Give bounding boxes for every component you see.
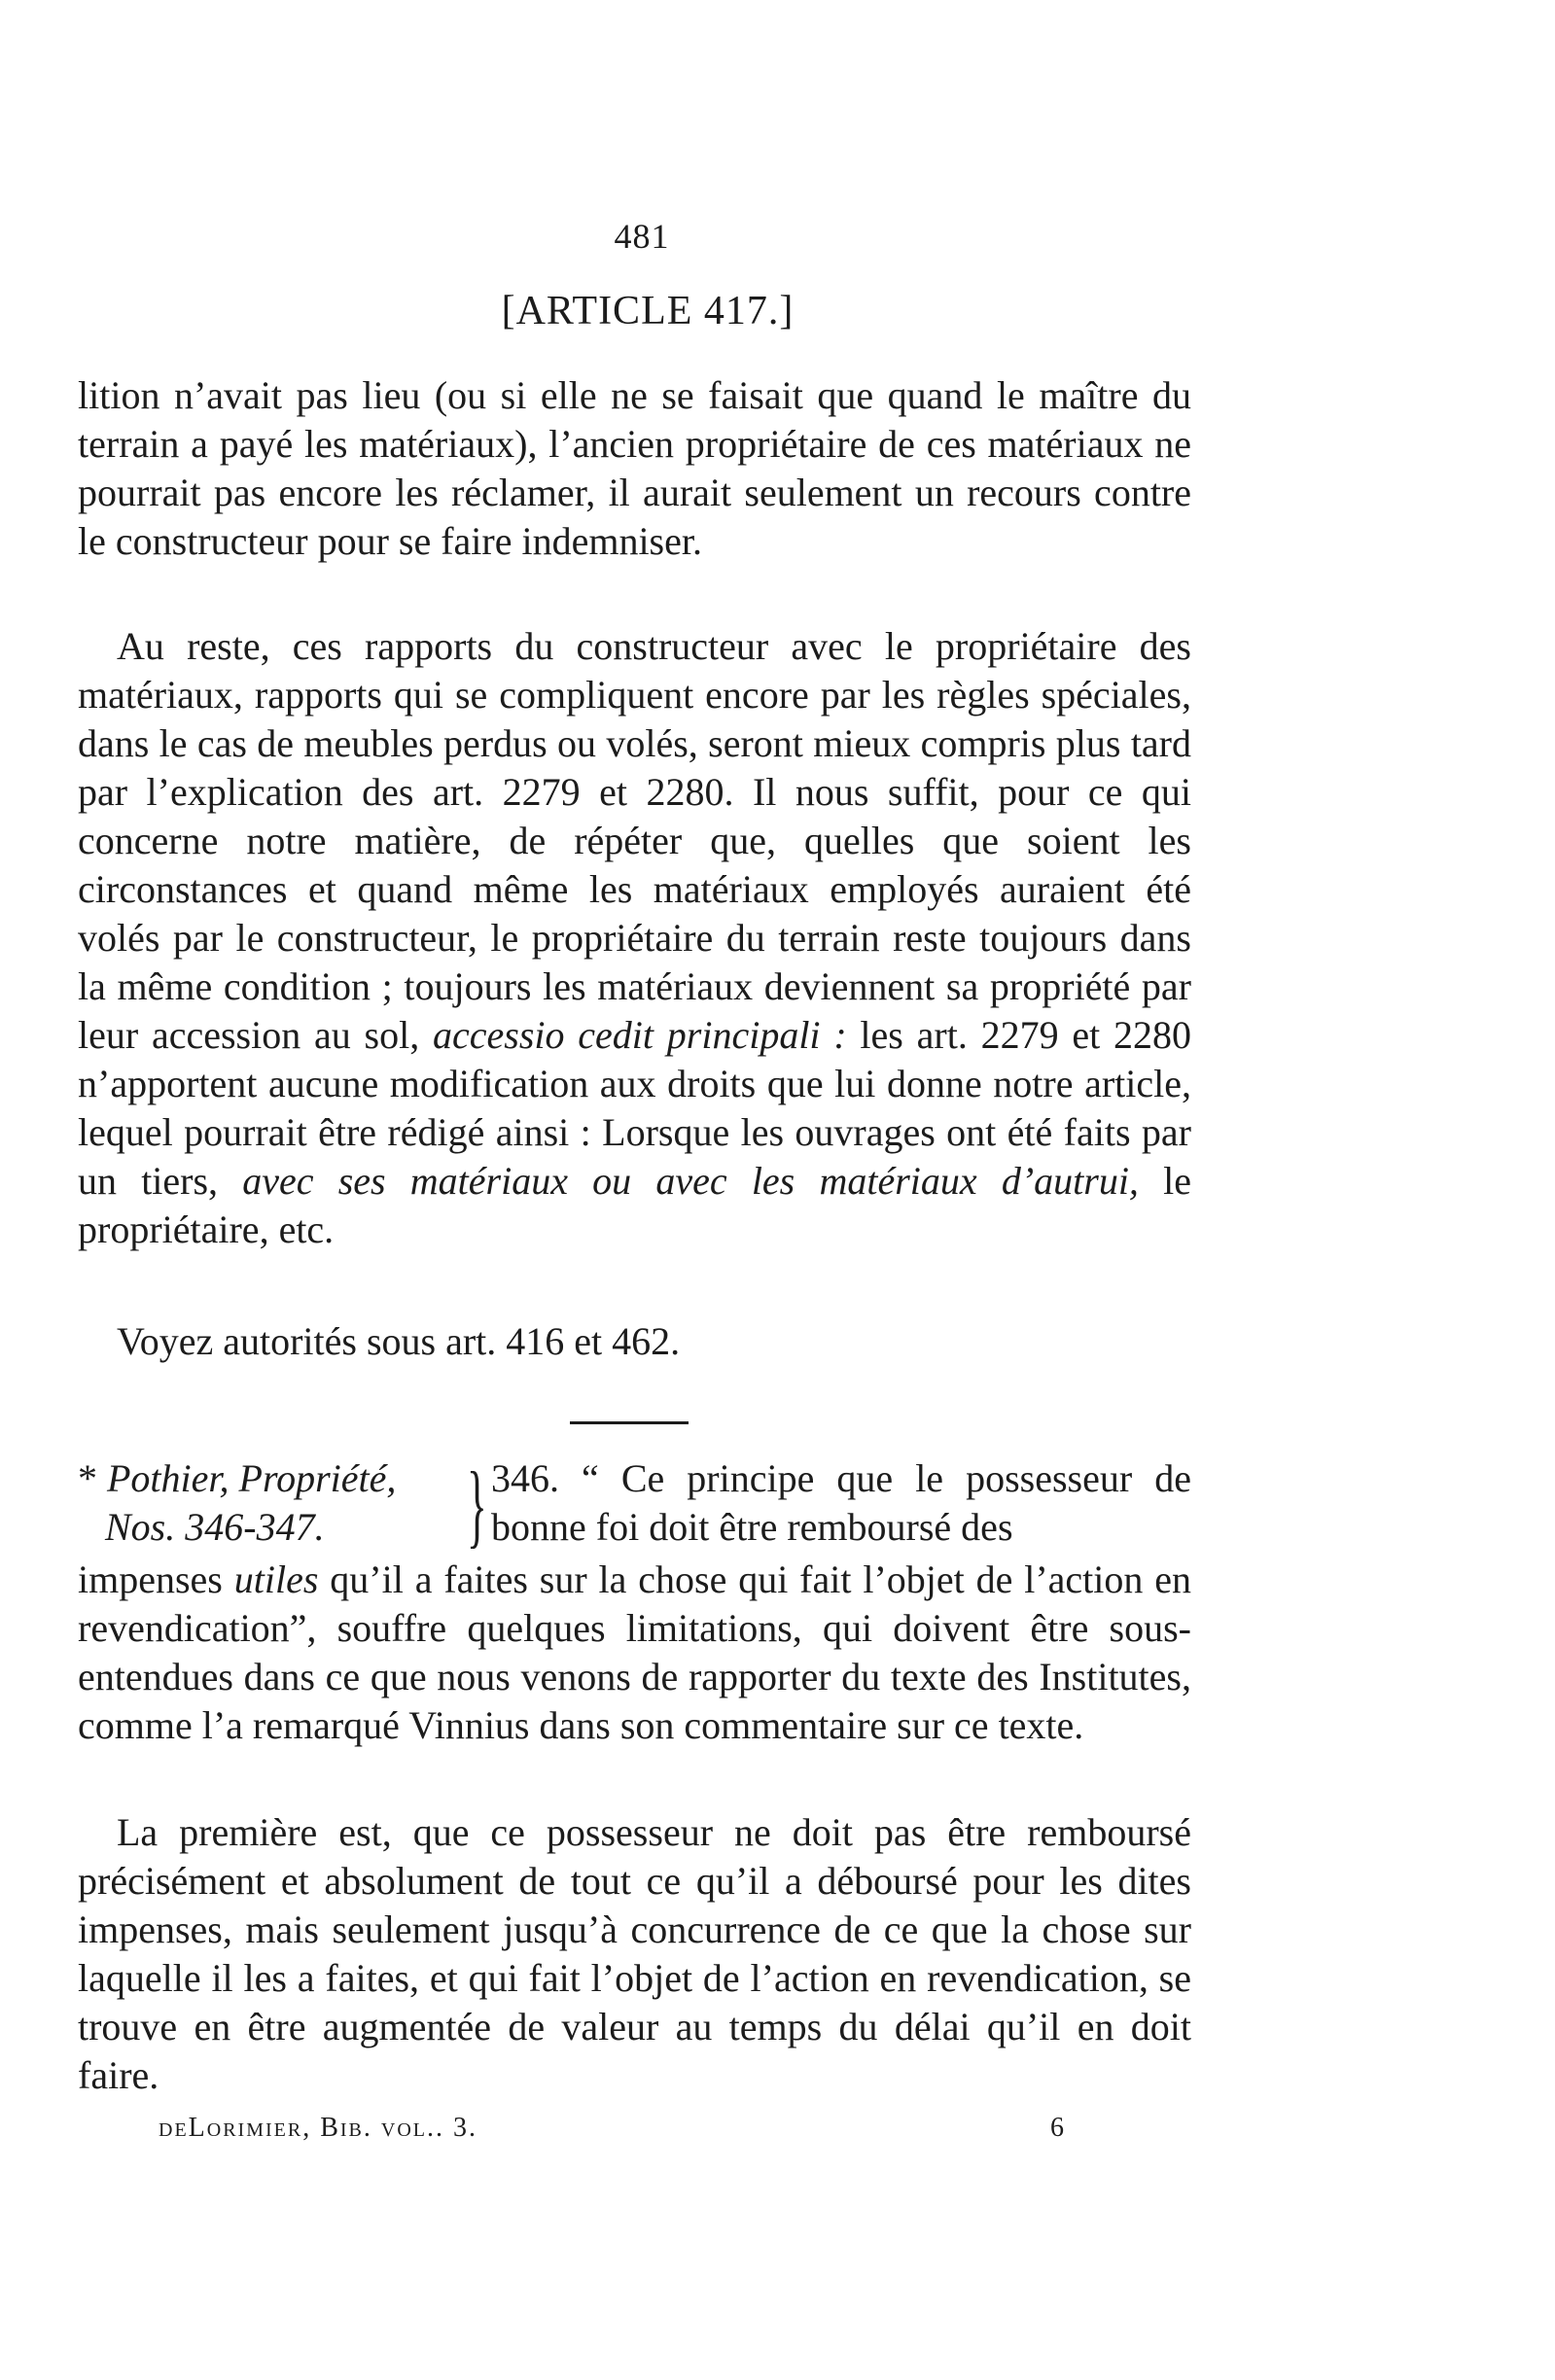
citation-numbers: Nos. 346-347. xyxy=(105,1505,325,1549)
paragraph-impenses-text-a: impenses xyxy=(78,1558,223,1601)
paragraph-autorites: Voyez autorités sous art. 416 et 462. xyxy=(117,1319,681,1363)
paragraph-rapports-text-a: Au reste, ces rapports du constructeur avec le propriétaire des matériaux, rapports qui se compliquent encore par les règles spéciales, dans le cas de meubles perdus ou volés, seront mieux compris plus tard par l’explication des art. 2279 et 2280. Il nous suffit, pour ce qui concerne notre matière, de répéter que, quelles que soient les circonstances et quand même les matériaux employés auraient été volés par le constructeur, le propriétaire du terrain reste toujours dans la même condition ; toujours les matériaux deviennent sa propriété par leur accession au sol, xyxy=(78,624,1191,1057)
paragraph-continuation: lition n’avait pas lieu (ou si elle ne se faisait que quand le maître du terrain a payé les matériaux), l’ancien propriétaire de ces matériaux ne pourrait pas encore les réclamer, il aurait seulement un recours contre le constructeur pour se faire indemniser. xyxy=(78,373,1191,563)
paragraph-rapports-text-b: les art. 2279 et 2280 n’apportent aucune modification aux droits que lui donne notre article, lequel pourrait être rédigé ainsi : Lorsque les ouvrages ont été faits par un tiers, xyxy=(78,1013,1191,1203)
paragraph-premiere: La première est, que ce possesseur ne doit pas être remboursé précisément et absolument de tout ce qu’il a déboursé pour les dites impenses, mais seulement jusqu’à concurrence de ce que la chose sur laquelle il les a faites, et qui fait l’objet de l’action en revendication, se trouve en être augmentée de valeur au temps du délai qu’il en doit faire. xyxy=(78,1810,1191,2097)
pothier-citation xyxy=(78,1454,1191,1556)
paragraph-rapports-text-c: le propriétaire, etc. xyxy=(78,1159,1192,1251)
paragraph-rapports xyxy=(78,622,1191,1254)
paragraph-impenses xyxy=(78,1556,1191,1750)
italic-phrase-materiaux: avec ses matériaux ou avec les matériaux d’autrui, xyxy=(242,1159,1139,1203)
italic-word-utiles: utiles xyxy=(233,1558,319,1601)
section-divider xyxy=(570,1421,689,1424)
footer-signature-mark: 6 xyxy=(1050,2113,1064,2143)
paragraph-impenses-text-b: qu’il a faites sur la chose qui fait l’objet de l’action en revendication”, souffre quelques limitations, qui doivent être sous-entendues dans ce que nous venons de rapporter du texte des Institutes, comme l’a remarqué Vinnius dans son commentaire sur ce texte. xyxy=(78,1558,1192,1747)
article-heading: [ARTICLE 417.] xyxy=(501,289,795,333)
citation-source: Pothier, Propriété, xyxy=(107,1456,397,1500)
citation-text: 346. “ Ce principe que le possesseur de bonne foi doit être remboursé des xyxy=(491,1456,1191,1549)
citation-brace: } xyxy=(467,1452,487,1557)
latin-maxim: accessio cedit principali : xyxy=(432,1013,847,1057)
citation-source-block xyxy=(78,1454,467,1552)
footer-publisher xyxy=(159,2113,1131,2144)
footer-publisher-text: deLorimier, Bib. vol.. 3. xyxy=(159,2113,477,2143)
page-number: 481 xyxy=(614,217,670,256)
citation-marker: * xyxy=(78,1456,97,1500)
